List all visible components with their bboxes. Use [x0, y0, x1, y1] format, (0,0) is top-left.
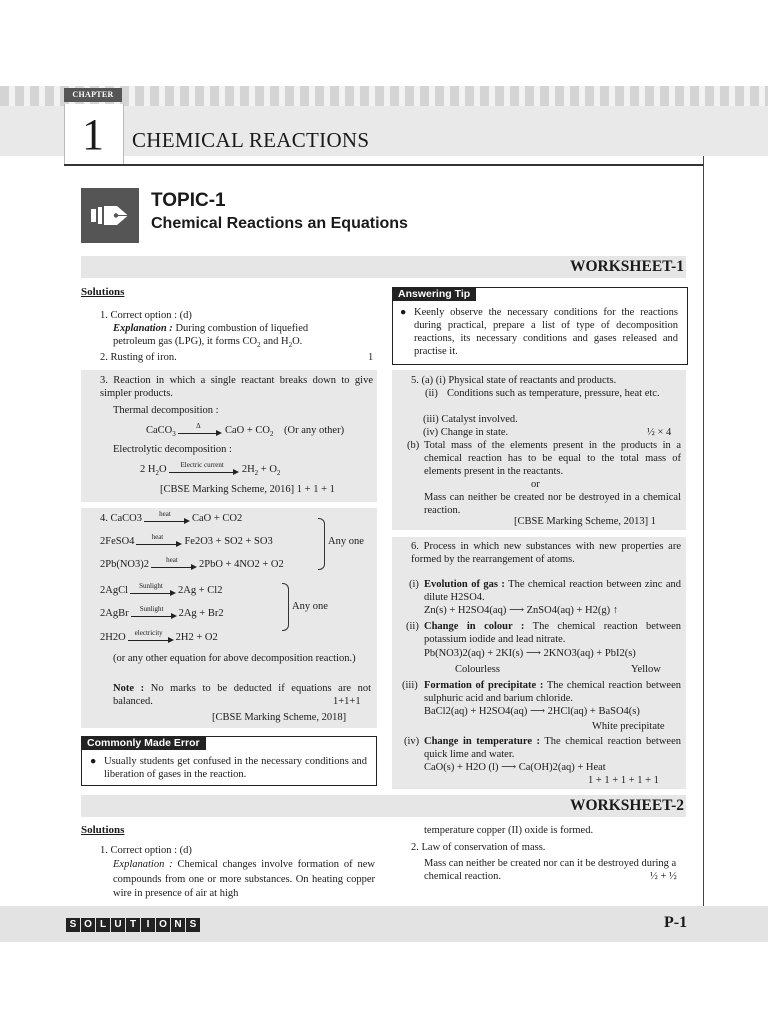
ws1-q1-explanation-cont: petroleum gas (LPG), it forms $CO_2$ and $H_2O$.	[113, 336, 303, 350]
chapter-number: 1	[82, 110, 104, 159]
equation-row	[100, 581, 223, 597]
equation-row	[100, 604, 224, 620]
solutions-logo	[66, 918, 200, 932]
ws1-q5-a2-num: (ii)	[425, 388, 438, 399]
equation-products: 2Ag + Cl2	[178, 585, 223, 596]
logo-letter: U	[111, 918, 125, 932]
q6-i-equation: Zn(s) + H2SO4(aq) ⟶ ZnSO4(aq) + H2(g) ↑	[424, 605, 618, 616]
equation-row	[100, 509, 243, 525]
equation-reactants: 2AgCl	[100, 585, 129, 596]
ws1-q5-scheme: [CBSE Marking Scheme, 2013] 1	[514, 516, 657, 527]
q6-ii-equation: Pb(NO3)2(aq) + 2KI(s) ⟶ 2KNO3(aq) + PbI2(s)	[424, 648, 636, 659]
expl-part-c: O.	[292, 336, 303, 347]
arrow-label: Δ	[196, 421, 201, 430]
ws1-q6-intro: 6. Process in which new substances with new properties are formed by the rearrangement of atoms.	[411, 541, 681, 565]
q6-iii-num: (iii)	[402, 680, 418, 691]
reaction-arrow-icon: electricity	[128, 633, 174, 643]
logo-letter: T	[126, 918, 140, 932]
equation-products: 2Ag + Br2	[178, 608, 224, 619]
page-right-rule	[703, 156, 704, 906]
eq2-right: 2H	[241, 464, 255, 475]
ws1-q5-a-marks: ½ × 4	[647, 427, 672, 438]
brace-group-1	[318, 518, 325, 570]
expl-part-b: and H	[260, 336, 289, 347]
q6-iv-text	[424, 735, 681, 761]
worksheet-2-title: WORKSHEET-2	[570, 797, 684, 814]
q6-iii-text	[424, 679, 681, 705]
ws2-q2-detail: Mass can neither be created nor can it be destroyed during a chemical reaction.	[424, 858, 677, 882]
equation-row	[100, 628, 218, 644]
ws1-q5-b-num: (b)	[407, 440, 420, 451]
reaction-arrow-icon: Sunlight	[131, 609, 177, 619]
q6-iii-body: The chemical reaction between sulphuric acid and barium chloride.	[424, 680, 681, 704]
q6-iv-body: The chemical reaction between quick lime and water.	[424, 736, 681, 760]
reaction-arrow-icon	[169, 460, 239, 475]
ws1-q5-alt: Mass can neither be created nor be destroyed in a chemical reaction.	[424, 492, 681, 516]
equation-row	[100, 532, 273, 548]
expl-part-a: petroleum gas (LPG), it forms CO	[113, 336, 258, 347]
any-one-label-2: Any one	[292, 601, 328, 612]
equation-products: 2PbO + 4NO2 + O2	[199, 559, 284, 570]
ws1-q5-b: Total mass of the elements present in the products in a chemical reaction has to be equal to the total mass of elements present in the reactants.	[424, 440, 681, 477]
note-text: No marks to be deducted if equations are not balanced.	[113, 683, 372, 707]
reaction-arrow-icon: heat	[151, 560, 197, 570]
ws2-q1-explanation	[113, 858, 375, 902]
equation-reactants: 2Pb(NO3)2	[100, 559, 149, 570]
topic-number: TOPIC-1	[151, 190, 226, 211]
ws2-q2-marks: ½ + ½	[650, 871, 677, 882]
logo-letter: S	[186, 918, 200, 932]
q6-iv-equation: CaO(s) + H2O (l) ⟶ Ca(OH)2(aq) + Heat	[424, 762, 606, 773]
ws1-q1-explanation	[113, 322, 375, 335]
q6-iv-num: (iv)	[404, 736, 420, 747]
equation-products: Fe2O3 + SO2 + SO3	[184, 536, 273, 547]
equation-reactants: 2FeSO4	[100, 536, 135, 547]
topic-title: Chemical Reactions an Equations	[151, 215, 408, 232]
reaction-arrow-icon: heat	[144, 514, 190, 524]
ws1-q1-line: 1. Correct option : (d)	[100, 310, 192, 321]
ws1-q3-intro: 3. Reaction in which a single reactant breaks down to give simpler products.	[100, 375, 373, 399]
ws1-q3-thermal: Thermal decomposition :	[113, 405, 219, 416]
arrow-label: Electric current	[180, 460, 224, 469]
eq1-note: (Or any other)	[284, 425, 345, 436]
brace-group-2	[282, 583, 289, 631]
logo-letter: N	[171, 918, 185, 932]
answering-tip-text: Keenly observe the necessary conditions for the reactions during practical, prepare a list of type of decomposition reactions, its necessary conditions and gases released and practise it.	[414, 307, 678, 357]
reaction-arrow-icon: heat	[136, 537, 182, 547]
q6-ii-colourless: Colourless	[455, 664, 500, 675]
ws2-explanation-label: Explanation :	[113, 859, 173, 870]
equation-reactants: 2AgBr	[100, 608, 129, 619]
ws1-q4-marks: 1+1+1	[333, 696, 361, 707]
common-error-label: Commonly Made Error	[81, 736, 206, 750]
equation-reactants: 2H2O	[100, 632, 126, 643]
equation-row	[100, 555, 284, 571]
logo-letter: O	[156, 918, 170, 932]
ws1-q5-a: 5. (a) (i) Physical state of reactants and products.	[411, 375, 617, 386]
bullet-icon: ●	[90, 756, 97, 767]
ws2-q2: 2. Law of conservation of mass.	[411, 842, 546, 853]
ws1-q4-or-other: (or any other equation for above decomposition reaction.)	[113, 653, 356, 664]
solutions-heading-2: Solutions	[81, 824, 125, 836]
chapter-divider	[64, 164, 704, 166]
q6-i-head: Evolution of gas :	[424, 579, 505, 590]
ws1-q2-marks: 1	[368, 352, 374, 363]
q6-ii-body: The chemical reaction between potassium iodide and lead nitrate.	[424, 621, 681, 645]
bullet-icon: ●	[400, 307, 407, 318]
logo-letter: S	[66, 918, 80, 932]
ws2-q1-cont: temperature copper (II) oxide is formed.	[424, 825, 594, 836]
q6-ii-text	[424, 620, 681, 646]
q6-i-text	[424, 578, 681, 604]
logo-letter: I	[141, 918, 155, 932]
solutions-heading-1: Solutions	[81, 286, 125, 298]
common-error-text: Usually students get confused in the necessary conditions and liberation of gases in the reaction.	[104, 756, 367, 780]
answering-tip-label: Answering Tip	[392, 287, 476, 301]
ws1-q5-a2: Conditions such as temperature, pressure, heat etc.	[447, 388, 660, 399]
ws1-q3-eq1: CaCO$_3$ Δ CaO + $CO_2$ (Or any other)	[146, 421, 345, 439]
ws1-q3-scheme: [CBSE Marking Scheme, 2016] 1 + 1 + 1	[160, 484, 335, 495]
chapter-title: CHEMICAL REACTIONS	[132, 128, 370, 152]
ws1-q4-scheme: [CBSE Marking Scheme, 2018]	[212, 712, 347, 723]
eq1-right: CaO + CO	[225, 425, 271, 436]
explanation-label: Explanation :	[113, 323, 173, 334]
ws2-q1-line: 1. Correct option : (d)	[100, 845, 192, 856]
q6-iii-precipitate: White precipitate	[592, 721, 665, 732]
any-one-label-1: Any one	[328, 536, 364, 547]
q6-iii-head: Formation of precipitate :	[424, 680, 544, 691]
page-number: P-1	[664, 914, 688, 931]
chapter-tag: CHAPTER	[64, 88, 122, 102]
explanation-text: During combustion of liquefied	[175, 323, 309, 334]
eq1-left: CaCO	[146, 425, 173, 436]
equation-products: CaO + CO2	[192, 513, 243, 524]
ws1-q5-a4: (iv) Change in state.	[423, 427, 509, 438]
ws1-q5-or: or	[531, 479, 540, 490]
reaction-arrow-icon: Sunlight	[130, 586, 176, 596]
ws1-q2: 2. Rusting of iron.	[100, 352, 177, 363]
q6-i-body: The chemical reaction between zinc and dilute H2SO4.	[424, 579, 681, 603]
eq2-left: 2 H	[140, 464, 156, 475]
reaction-arrow-icon	[178, 421, 222, 436]
q6-ii-head: Change in colour :	[424, 621, 525, 632]
ws2-explanation-text: Chemical changes involve formation of new compounds from one or more substances. On heating copper wire in presence of air at high	[113, 859, 376, 899]
q6-ii-yellow: Yellow	[631, 664, 661, 675]
note-label: Note :	[113, 683, 145, 694]
logo-letter: O	[81, 918, 95, 932]
ws1-q3-eq2: 2 $H_2O$ Electric current $2H_2 + O_2$	[140, 460, 281, 478]
pen-nib-icon	[81, 188, 139, 243]
q6-marks: 1 + 1 + 1 + 1 + 1	[588, 775, 659, 786]
worksheet-1-title: WORKSHEET-1	[570, 258, 684, 275]
equation-products: 2H2 + O2	[175, 632, 218, 643]
q6-iii-equation: BaCl2(aq) + H2SO4(aq) ⟶ 2HCl(aq) + BaSO4(s)	[424, 706, 640, 717]
equation-reactants: 4. CaCO3	[100, 513, 142, 524]
ws1-q5-a3: (iii) Catalyst involved.	[423, 414, 518, 425]
ws1-q3-electrolytic: Electrolytic decomposition :	[113, 444, 232, 455]
q6-ii-num: (ii)	[406, 621, 419, 632]
q6-i-num: (i)	[409, 579, 419, 590]
logo-letter: L	[96, 918, 110, 932]
q6-iv-head: Change in temperature :	[424, 736, 541, 747]
